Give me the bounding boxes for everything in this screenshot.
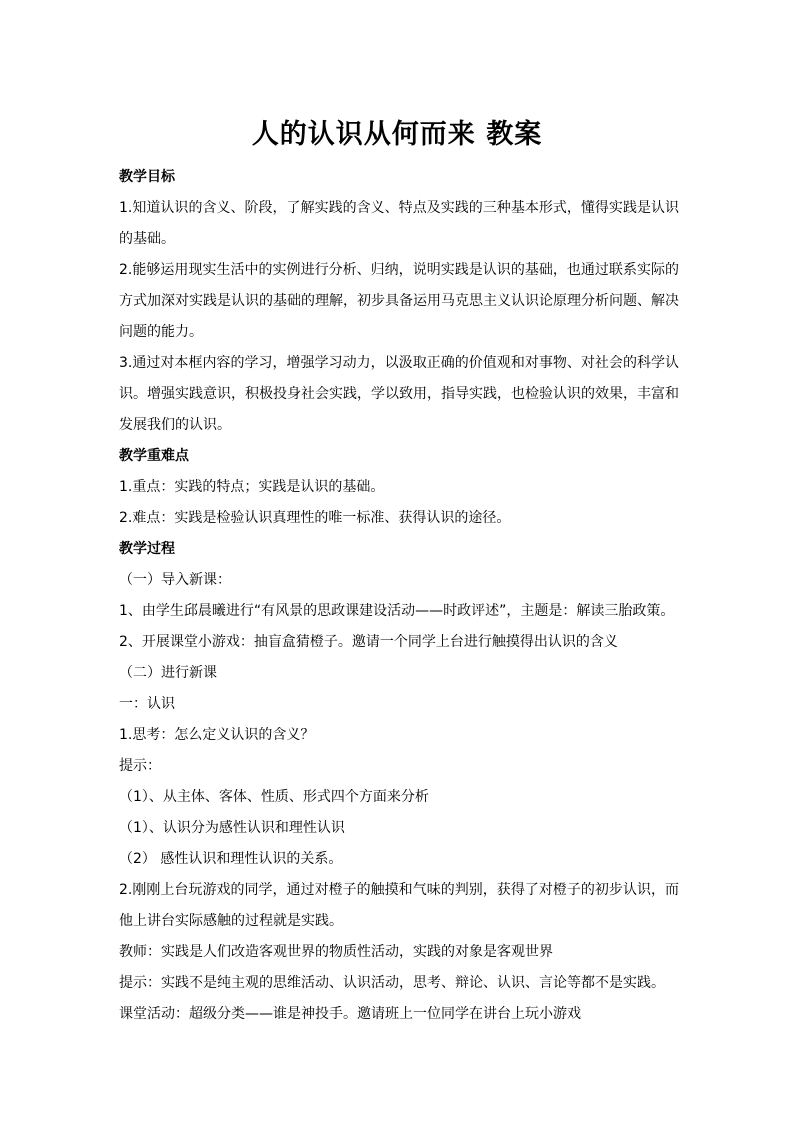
document-body <box>119 162 679 1030</box>
heading-teaching-goals: 教学目标 <box>119 169 175 185</box>
hint-label: 提示： <box>119 758 161 774</box>
class-activity: 课堂活动：超级分类——谁是神投手。邀请班上一位同学在讲台上玩小游戏 <box>119 1006 581 1022</box>
key-point-2: 2.难点：实践是检验认识真理性的唯一标准、获得认识的途径。 <box>119 510 511 526</box>
intro-item-1: 1、由学生邱晨曦进行“有风景的思政课建设活动——时政评述”，主题是：解读三胎政策。 <box>119 603 675 619</box>
section-cognition: 一：认识 <box>119 696 175 712</box>
hint-practice: 提示：实践不是纯主观的思维活动、认识活动，思考、辩论、认识、言论等都不是实践。 <box>119 975 665 991</box>
document-title: 人的认识从何而来 教案 <box>251 119 543 150</box>
goal-item-2: 2.能够运用现实生活中的实例进行分析、归纳，说明实践是认识的基础，也通过联系实际的方式加深对实践是认识的基础的理解，初步具备运用马克思主义认识论原理分析问题、解决问题的能力。 <box>119 262 679 340</box>
think-question-2: 2.刚刚上台玩游戏的同学，通过对橙子的触摸和气味的判别，获得了对橙子的初步认识，而他上讲台实际感触的过程就是实践。 <box>119 882 679 929</box>
goal-item-1: 1.知道认识的含义、阶段，了解实践的含义、特点及实践的三种基本形式，懂得实践是认识的基础。 <box>119 200 679 247</box>
teacher-note: 教师：实践是人们改造客观世界的物质性活动，实践的对象是客观世界 <box>119 944 553 960</box>
hint-item-3: （2） 感性认识和理性认识的关系。 <box>119 851 343 867</box>
heading-key-points: 教学重难点 <box>119 448 189 464</box>
goal-item-3: 3.通过对本框内容的学习，增强学习动力，以汲取正确的价值观和对事物、对社会的科学认识。增强实践意识，积极投身社会实践，学以致用，指导实践，也检验认识的效果，丰富和发展我们的认识。 <box>119 355 679 433</box>
key-point-1: 1.重点：实践的特点；实践是认识的基础。 <box>119 479 385 495</box>
heading-teaching-process: 教学过程 <box>119 541 175 557</box>
think-question-1: 1.思考：怎么定义认识的含义？ <box>119 727 315 743</box>
new-lesson-heading: （二）进行新课 <box>119 665 217 681</box>
hint-item-1: （1）、从主体、客体、性质、形式四个方面来分析 <box>119 789 429 805</box>
intro-item-2: 2、开展课堂小游戏：抽盲盒猜橙子。邀请一个同学上台进行触摸得出认识的含义 <box>119 634 618 650</box>
intro-heading: （一）导入新课： <box>119 572 231 588</box>
hint-item-2: （1）、认识分为感性认识和理性认识 <box>119 820 345 836</box>
